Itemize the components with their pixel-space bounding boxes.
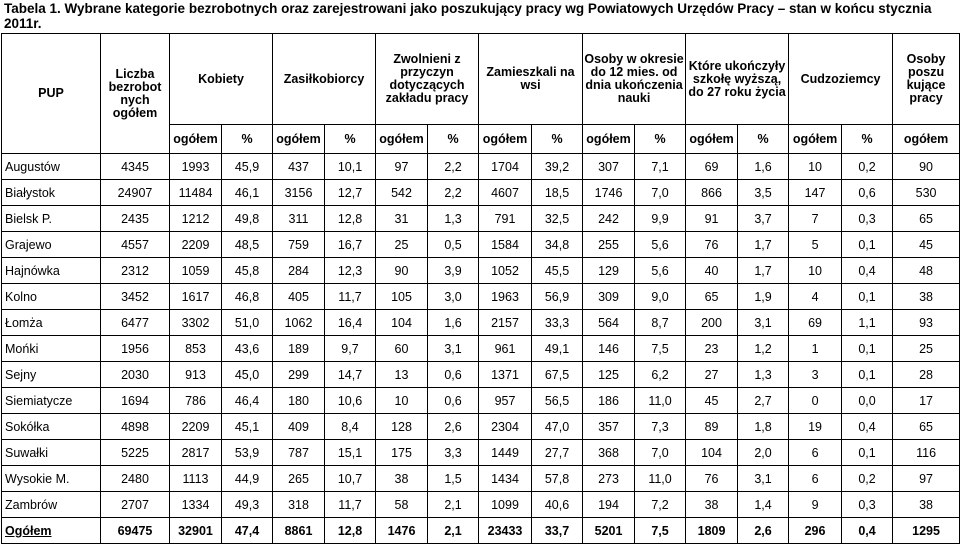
table-cell: 368 <box>583 440 635 466</box>
table-cell: 4557 <box>101 232 170 258</box>
table-cell: 1,7 <box>738 232 789 258</box>
table-cell: 34,8 <box>532 232 583 258</box>
table-cell: 1617 <box>170 284 222 310</box>
table-cell: 242 <box>583 206 635 232</box>
table-cell: 1746 <box>583 180 635 206</box>
table-cell: 3156 <box>273 180 325 206</box>
table-cell: 13 <box>376 362 428 388</box>
table-cell: 125 <box>583 362 635 388</box>
table-cell: 11,0 <box>635 388 686 414</box>
table-cell: 1476 <box>376 518 428 544</box>
table-cell: 38 <box>686 492 738 518</box>
table-cell: 3,5 <box>738 180 789 206</box>
table-cell: 10,6 <box>325 388 376 414</box>
subheader-cell: % <box>532 125 583 154</box>
header-zasilkobiorcy: Zasiłkobiorcy <box>273 34 376 125</box>
table-cell: 186 <box>583 388 635 414</box>
table-cell: 6 <box>789 440 842 466</box>
table-cell: 3,1 <box>428 336 479 362</box>
table-cell: 2,2 <box>428 154 479 180</box>
table-cell: 56,5 <box>532 388 583 414</box>
table-cell: 3302 <box>170 310 222 336</box>
table-row <box>2 180 960 206</box>
table-cell: 1 <box>789 336 842 362</box>
table-cell: 2312 <box>101 258 170 284</box>
table-cell: 5201 <box>583 518 635 544</box>
table-cell: 58 <box>376 492 428 518</box>
table-cell: 45,8 <box>222 258 273 284</box>
table-cell: 3,1 <box>738 310 789 336</box>
table-cell: 7,5 <box>635 518 686 544</box>
table-cell: 3,7 <box>738 206 789 232</box>
table-cell: 530 <box>893 180 960 206</box>
table-cell: 14,7 <box>325 362 376 388</box>
table-cell: 0,4 <box>842 518 893 544</box>
table-cell: 273 <box>583 466 635 492</box>
table-cell: 32,5 <box>532 206 583 232</box>
table-cell: 45,9 <box>222 154 273 180</box>
table-cell: 116 <box>893 440 960 466</box>
table-cell: 7 <box>789 206 842 232</box>
table-cell: 90 <box>376 258 428 284</box>
table-cell: 409 <box>273 414 325 440</box>
table-cell: 5225 <box>101 440 170 466</box>
table-title: Tabela 1. Wybrane kategorie bezrobotnych oraz zarejestrowani jako poszukujący pracy wg Powiatowych Urzędów Pracy – stan w końcu stycznia 2011r. <box>4 1 932 31</box>
table-cell: 19 <box>789 414 842 440</box>
table-row <box>2 362 960 388</box>
table-cell: 200 <box>686 310 738 336</box>
table-cell: 4898 <box>101 414 170 440</box>
table-cell: 48 <box>893 258 960 284</box>
table-cell: 4345 <box>101 154 170 180</box>
table-row <box>2 440 960 466</box>
table-cell: 10 <box>789 258 842 284</box>
subheader-cell: % <box>738 125 789 154</box>
table-cell: 2817 <box>170 440 222 466</box>
table-cell: 3,9 <box>428 258 479 284</box>
table-cell: 69 <box>686 154 738 180</box>
table-cell: 0,0 <box>842 388 893 414</box>
table-cell: 16,7 <box>325 232 376 258</box>
subheader-cell: ogółem <box>376 125 428 154</box>
table-cell: 1059 <box>170 258 222 284</box>
table-row <box>2 232 960 258</box>
row-label: Mońki <box>2 336 101 362</box>
table-cell: 2,2 <box>428 180 479 206</box>
table-cell: 15,1 <box>325 440 376 466</box>
table-cell: 1,6 <box>428 310 479 336</box>
table-cell: 1956 <box>101 336 170 362</box>
table-cell: 33,3 <box>532 310 583 336</box>
table-cell: 1809 <box>686 518 738 544</box>
table-cell: 0,4 <box>842 258 893 284</box>
table-cell: 47,0 <box>532 414 583 440</box>
table-cell: 2435 <box>101 206 170 232</box>
table-cell: 38 <box>376 466 428 492</box>
table-cell: 40,6 <box>532 492 583 518</box>
table-row <box>2 414 960 440</box>
table-cell: 53,9 <box>222 440 273 466</box>
table-cell: 1,5 <box>428 466 479 492</box>
table-cell: 1,3 <box>428 206 479 232</box>
table-cell: 255 <box>583 232 635 258</box>
table-cell: 69475 <box>101 518 170 544</box>
table-cell: 1584 <box>479 232 532 258</box>
table-cell: 12,8 <box>325 206 376 232</box>
table-cell: 45,0 <box>222 362 273 388</box>
table-cell: 787 <box>273 440 325 466</box>
table-cell: 1,1 <box>842 310 893 336</box>
table-cell: 33,7 <box>532 518 583 544</box>
table-cell: 1113 <box>170 466 222 492</box>
table-cell: 2304 <box>479 414 532 440</box>
table-cell: 10 <box>789 154 842 180</box>
table-cell: 91 <box>686 206 738 232</box>
table-cell: 56,9 <box>532 284 583 310</box>
table-cell: 0,6 <box>428 388 479 414</box>
table-cell: 47,4 <box>222 518 273 544</box>
header-poszukujace: Osoby poszu kujące pracy <box>893 34 960 125</box>
table-cell: 28 <box>893 362 960 388</box>
row-label: Grajewo <box>2 232 101 258</box>
table-cell: 2157 <box>479 310 532 336</box>
table-cell: 12,3 <box>325 258 376 284</box>
table-cell: 7,2 <box>635 492 686 518</box>
table-cell: 1,2 <box>738 336 789 362</box>
table-cell: 8,4 <box>325 414 376 440</box>
table-cell: 1052 <box>479 258 532 284</box>
row-label: Zambrów <box>2 492 101 518</box>
table-cell: 1,8 <box>738 414 789 440</box>
table-cell: 9 <box>789 492 842 518</box>
table-cell: 0,1 <box>842 284 893 310</box>
row-label: Sokółka <box>2 414 101 440</box>
table-cell: 0,2 <box>842 466 893 492</box>
table-cell: 759 <box>273 232 325 258</box>
table-cell: 97 <box>376 154 428 180</box>
unemployment-table <box>1 33 960 544</box>
table-cell: 128 <box>376 414 428 440</box>
table-cell: 48,5 <box>222 232 273 258</box>
table-cell: 17 <box>893 388 960 414</box>
table-cell: 189 <box>273 336 325 362</box>
subheader-cell: ogółem <box>170 125 222 154</box>
header-ktore: Które ukończyły szkołę wyższą, do 27 roku życia <box>686 34 789 125</box>
header-cudzoziemcy: Cudzoziemcy <box>789 34 893 125</box>
table-cell: 7,1 <box>635 154 686 180</box>
table-cell: 9,0 <box>635 284 686 310</box>
table-cell: 25 <box>376 232 428 258</box>
table-cell: 46,8 <box>222 284 273 310</box>
table-cell: 89 <box>686 414 738 440</box>
table-cell: 4 <box>789 284 842 310</box>
table-cell: 1694 <box>101 388 170 414</box>
table-cell: 12,7 <box>325 180 376 206</box>
table-cell: 23 <box>686 336 738 362</box>
table-cell: 97 <box>893 466 960 492</box>
row-label: Kolno <box>2 284 101 310</box>
table-row <box>2 284 960 310</box>
row-label: Ogółem <box>2 518 101 544</box>
table-cell: 9,7 <box>325 336 376 362</box>
table-cell: 0 <box>789 388 842 414</box>
table-cell: 0,2 <box>842 154 893 180</box>
table-cell: 307 <box>583 154 635 180</box>
table-cell: 6477 <box>101 310 170 336</box>
header-kobiety: Kobiety <box>170 34 273 125</box>
table-row <box>2 258 960 284</box>
table-cell: 542 <box>376 180 428 206</box>
table-cell: 49,3 <box>222 492 273 518</box>
row-label: Bielsk P. <box>2 206 101 232</box>
header-osoby12: Osoby w okresie do 12 mies. od dnia ukończenia nauki <box>583 34 686 125</box>
table-cell: 104 <box>686 440 738 466</box>
table-cell: 913 <box>170 362 222 388</box>
subheader-cell: ogółem <box>789 125 842 154</box>
table-cell: 146 <box>583 336 635 362</box>
subheader-cell: % <box>635 125 686 154</box>
table-cell: 299 <box>273 362 325 388</box>
table-cell: 2,1 <box>428 518 479 544</box>
table-cell: 0,1 <box>842 440 893 466</box>
table-cell: 6,2 <box>635 362 686 388</box>
table-cell: 1062 <box>273 310 325 336</box>
table-cell: 23433 <box>479 518 532 544</box>
table-cell: 90 <box>893 154 960 180</box>
table-cell: 69 <box>789 310 842 336</box>
row-label: Suwałki <box>2 440 101 466</box>
table-cell: 11,7 <box>325 492 376 518</box>
table-cell: 311 <box>273 206 325 232</box>
table-cell: 0,5 <box>428 232 479 258</box>
table-cell: 1,9 <box>738 284 789 310</box>
subheader-cell: % <box>842 125 893 154</box>
table-row <box>2 336 960 362</box>
table-cell: 0,1 <box>842 336 893 362</box>
row-label: Wysokie M. <box>2 466 101 492</box>
table-cell: 0,3 <box>842 492 893 518</box>
table-cell: 961 <box>479 336 532 362</box>
table-cell: 5,6 <box>635 232 686 258</box>
table-cell: 76 <box>686 232 738 258</box>
table-cell: 11484 <box>170 180 222 206</box>
table-cell: 957 <box>479 388 532 414</box>
table-cell: 0,4 <box>842 414 893 440</box>
table-row <box>2 518 960 544</box>
table-cell: 3 <box>789 362 842 388</box>
table-cell: 4607 <box>479 180 532 206</box>
subheader-cell: ogółem <box>686 125 738 154</box>
table-cell: 11,7 <box>325 284 376 310</box>
header-zwolnieni: Zwolnieni z przyczyn dotyczących zakładu pracy <box>376 34 479 125</box>
table-cell: 5,6 <box>635 258 686 284</box>
table-cell: 49,1 <box>532 336 583 362</box>
table-cell: 786 <box>170 388 222 414</box>
table-cell: 1704 <box>479 154 532 180</box>
table-cell: 27,7 <box>532 440 583 466</box>
table-cell: 7,5 <box>635 336 686 362</box>
table-cell: 357 <box>583 414 635 440</box>
table-cell: 27 <box>686 362 738 388</box>
table-cell: 175 <box>376 440 428 466</box>
table-cell: 437 <box>273 154 325 180</box>
table-cell: 2,7 <box>738 388 789 414</box>
table-cell: 7,0 <box>635 180 686 206</box>
table-cell: 65 <box>686 284 738 310</box>
table-cell: 25 <box>893 336 960 362</box>
subheader-cell: ogółem <box>479 125 532 154</box>
table-cell: 0,6 <box>842 180 893 206</box>
table-cell: 3,0 <box>428 284 479 310</box>
table-row <box>2 466 960 492</box>
table-cell: 1212 <box>170 206 222 232</box>
row-label: Augustów <box>2 154 101 180</box>
table-cell: 45 <box>686 388 738 414</box>
table-cell: 265 <box>273 466 325 492</box>
table-cell: 2,6 <box>738 518 789 544</box>
table-row <box>2 206 960 232</box>
table-cell: 40 <box>686 258 738 284</box>
table-cell: 93 <box>893 310 960 336</box>
table-cell: 10,1 <box>325 154 376 180</box>
table-cell: 2209 <box>170 414 222 440</box>
table-cell: 8,7 <box>635 310 686 336</box>
table-cell: 2480 <box>101 466 170 492</box>
table-cell: 1,3 <box>738 362 789 388</box>
table-cell: 3452 <box>101 284 170 310</box>
table-cell: 38 <box>893 284 960 310</box>
table-cell: 12,8 <box>325 518 376 544</box>
table-cell: 51,0 <box>222 310 273 336</box>
table-cell: 0,1 <box>842 232 893 258</box>
table-cell: 5 <box>789 232 842 258</box>
subheader-cell: % <box>428 125 479 154</box>
subheader-cell: % <box>325 125 376 154</box>
row-label: Siemiatycze <box>2 388 101 414</box>
header-pup: PUP <box>2 34 101 154</box>
table-cell: 10 <box>376 388 428 414</box>
table-cell: 2,1 <box>428 492 479 518</box>
table-cell: 1295 <box>893 518 960 544</box>
table-cell: 60 <box>376 336 428 362</box>
table-cell: 0,6 <box>428 362 479 388</box>
table-cell: 318 <box>273 492 325 518</box>
table-cell: 7,0 <box>635 440 686 466</box>
row-label: Białystok <box>2 180 101 206</box>
table-cell: 31 <box>376 206 428 232</box>
table-cell: 405 <box>273 284 325 310</box>
table-cell: 7,3 <box>635 414 686 440</box>
table-row <box>2 388 960 414</box>
table-cell: 2,0 <box>738 440 789 466</box>
table-cell: 1371 <box>479 362 532 388</box>
table-cell: 284 <box>273 258 325 284</box>
table-cell: 45,1 <box>222 414 273 440</box>
table-cell: 180 <box>273 388 325 414</box>
table-cell: 10,7 <box>325 466 376 492</box>
table-cell: 46,1 <box>222 180 273 206</box>
row-label: Hajnówka <box>2 258 101 284</box>
table-cell: 2209 <box>170 232 222 258</box>
table-cell: 24907 <box>101 180 170 206</box>
table-cell: 16,4 <box>325 310 376 336</box>
table-cell: 32901 <box>170 518 222 544</box>
table-cell: 2030 <box>101 362 170 388</box>
table-cell: 1993 <box>170 154 222 180</box>
table-row <box>2 154 960 180</box>
table-cell: 0,3 <box>842 206 893 232</box>
table-cell: 18,5 <box>532 180 583 206</box>
table-cell: 67,5 <box>532 362 583 388</box>
table-cell: 44,9 <box>222 466 273 492</box>
table-cell: 1334 <box>170 492 222 518</box>
header-wsi: Zamieszkali na wsi <box>479 34 583 125</box>
table-cell: 11,0 <box>635 466 686 492</box>
table-cell: 853 <box>170 336 222 362</box>
table-cell: 45 <box>893 232 960 258</box>
subheader-cell: ogółem <box>583 125 635 154</box>
table-cell: 45,5 <box>532 258 583 284</box>
table-cell: 49,8 <box>222 206 273 232</box>
table-cell: 129 <box>583 258 635 284</box>
table-cell: 8861 <box>273 518 325 544</box>
table-cell: 147 <box>789 180 842 206</box>
table-cell: 791 <box>479 206 532 232</box>
table-cell: 564 <box>583 310 635 336</box>
subheader-cell: ogółem <box>893 125 960 154</box>
header-liczba: Liczba bezrobot nych ogółem <box>101 34 170 154</box>
table-cell: 46,4 <box>222 388 273 414</box>
table-cell: 38 <box>893 492 960 518</box>
table-row <box>2 310 960 336</box>
subheader-cell: ogółem <box>273 125 325 154</box>
table-row <box>2 492 960 518</box>
table-cell: 296 <box>789 518 842 544</box>
table-cell: 39,2 <box>532 154 583 180</box>
table-cell: 105 <box>376 284 428 310</box>
table-cell: 6 <box>789 466 842 492</box>
subheader-cell: % <box>222 125 273 154</box>
table-cell: 1,4 <box>738 492 789 518</box>
table-cell: 3,1 <box>738 466 789 492</box>
table-cell: 43,6 <box>222 336 273 362</box>
table-cell: 2,6 <box>428 414 479 440</box>
row-label: Sejny <box>2 362 101 388</box>
table-cell: 76 <box>686 466 738 492</box>
table-cell: 104 <box>376 310 428 336</box>
table-cell: 309 <box>583 284 635 310</box>
table-cell: 866 <box>686 180 738 206</box>
table-cell: 9,9 <box>635 206 686 232</box>
table-cell: 1099 <box>479 492 532 518</box>
table-cell: 2707 <box>101 492 170 518</box>
table-cell: 3,3 <box>428 440 479 466</box>
table-cell: 1,7 <box>738 258 789 284</box>
table-cell: 194 <box>583 492 635 518</box>
table-cell: 65 <box>893 414 960 440</box>
table-cell: 57,8 <box>532 466 583 492</box>
table-cell: 1963 <box>479 284 532 310</box>
table-cell: 1,6 <box>738 154 789 180</box>
table-cell: 0,1 <box>842 362 893 388</box>
row-label: Łomża <box>2 310 101 336</box>
table-cell: 1434 <box>479 466 532 492</box>
table-cell: 65 <box>893 206 960 232</box>
table-cell: 1449 <box>479 440 532 466</box>
